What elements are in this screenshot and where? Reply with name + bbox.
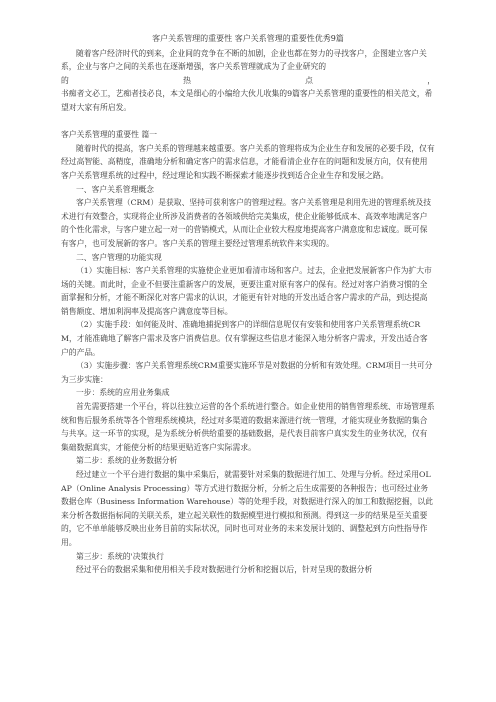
subheading: 一、客户关系管理概念: [76, 184, 154, 194]
body-paragraph: （3）实施步骤：客户关系管理系统CRM重要实施环节是对数据的分析和有效处理。CRM项目一共可分为三步实施：: [61, 361, 433, 384]
section-heading: 客户关系管理的重要性 篇一: [61, 130, 158, 140]
step-heading: 第二步：系统的业务数据分析: [76, 456, 178, 466]
intro-justified-line: [61, 74, 435, 88]
body-paragraph: 随着时代的提高，客户关系的管理越来越重要。客户关系的管理将成为企业生存和发展的必要手段，仅有经过高智能、高精度，准确地分析和确定客户的需求信息，才能看清企业存在的问题和发展方向，仅有使用客户关系管理系统的过程中，经过理论和实践不断探索才能逐步找到适合企业生存和发展之路。: [61, 143, 435, 180]
subheading: 二、客户管理的功能实现: [76, 252, 162, 262]
intro-paragraph-continued: 书痴者文必工，艺痴者技必良，本文是细心的小编给大伙儿收集的9篇客户关系管理的重要性的相关范文，希望对大家有所启发。: [61, 89, 433, 112]
step-heading: 第三步：系统的'决策执行: [76, 551, 164, 561]
spacer: [61, 115, 435, 129]
document-title: 客户关系管理的重要性 客户关系管理的重要性优秀9篇: [152, 34, 344, 43]
body-paragraph: 客户关系管理（CRM）是获取、坚持可获利客户的管理过程。客户关系管理是利用先进的管理系统及技术进行有效整合，实现将企业所涉及消费者的各领域供给完美集成，使企业能够低成本、高效率地满足客户的个性化需求，与客户建立起一对一的营销模式，从而让企业较大程度地提高客户满意度和忠诚度。既可保有客户，也可发展新的客户。客户关系的管理主要经过管理系统软件来实现的。: [61, 198, 432, 248]
intro-word: ，: [427, 75, 435, 85]
intro-word: 点: [305, 75, 313, 85]
body-paragraph: 经过建立一个平台进行数据的集中采集后，就需要针对采集的数据进行加工、处理与分析。经过采用OLAP（Online Analysis Processing）等方式进行数据分析，分析之后生成需要的各种报告；也可经过业务数据仓库（Business Information Warehouse）等的处理手段，对数据进行深入的加工和数据挖掘，以此来分析各数据指标间的关联关系，建立起关联性的数据模型进行模拟和预测。得到这一步的结果是至关重要的，它不单单能够反映出业务目前的实际状况，同时也可对业务的未来发展计划的、调整起到方向性指导作用。: [61, 470, 434, 547]
intro-paragraph: 随着客户经济时代的到来，企业间的竞争在不断的加剧，企业也都在努力的寻找客户，企图建立客户关系，企业与客户之间的关系也在逐渐增强，客户关系管理就成为了企业研究的: [61, 48, 427, 72]
body-paragraph: （2）实施手段：如何能及时、准确地捕捉到客户的详细信息呢仅有安装和使用客户关系管理系统CRM，才能准确地了解客户需求及客户消费信息。仅有掌握这些信息才能深入地分析客户需求，开发出适合客户的产品。: [61, 320, 428, 357]
body-paragraph: （1）实施目标：客户关系管理的实施使企业更加看清市场和客户。过去，企业把发展新客户作为扩大市场的关键。而此时，企业不但要注重新客户的发展，更要注重对原有客户的保有。经过对客户消费习惯的全面掌握和分析，才能不断深化对客户需求的认识，才能更有针对地的开发出适合客户需求的产品，到达提高销售额度、增加利润率及提高客户满意度等目标。: [61, 266, 432, 316]
intro-word: 热: [183, 75, 191, 85]
intro-word: 的: [61, 75, 69, 85]
step-heading: 一步：系统的应用业务集成: [76, 388, 170, 398]
body-paragraph: 经过平台的数据采集和使用相关手段对数据进行分析和挖掘以后，针对呈现的数据分析: [76, 565, 373, 575]
body-paragraph: 首先需要搭建一个平台，将以往独立运营的各个系统进行整合。如企业使用的销售管理系统、市场管理系统和售后服务系统等各个管理系统模块，经过对多渠道的数据来源进行统一管理，才能实现业务数据的集合与共享。这一环节的实现，是为系统分析供给重要的基础数据，是代表目前客户真实发生的业务状况，仅有集础数据真实，才能使分析的结果更贴近客户实际需求。: [61, 402, 435, 452]
